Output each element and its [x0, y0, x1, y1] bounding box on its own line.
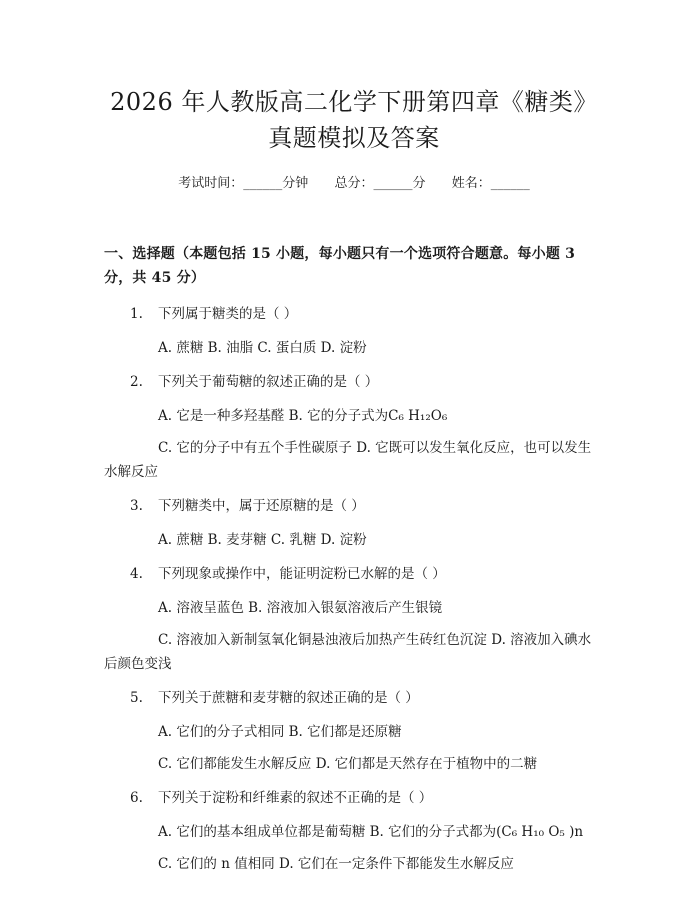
title-line-2: 真题模拟及答案: [268, 124, 440, 152]
exam-time-field: 考试时间：______分钟: [178, 176, 309, 191]
question-options: A. 它是一种多羟基醛 B. 它的分子式为C₆ H₁₂O₆: [158, 408, 448, 424]
question-stem: [104, 788, 604, 808]
question-number: 6.: [130, 790, 143, 806]
question-text: 下列关于葡萄糖的叙述正确的是（ ）: [158, 374, 379, 390]
question-number: 1.: [130, 306, 143, 322]
page-title: [104, 0, 604, 156]
question-options: C. 溶液加入新制氢氧化铜悬浊液后加热产生砖红色沉淀 D. 溶液加入碘水后颜色变浅: [104, 632, 592, 672]
question-number: 3.: [130, 498, 143, 514]
question-options: C. 它们都能发生水解反应 D. 它们都是天然存在于植物中的二糖: [158, 756, 538, 772]
question-stem: [104, 564, 604, 584]
question-stem: [104, 304, 604, 324]
question-text: 下列现象或操作中，能证明淀粉已水解的是（ ）: [158, 566, 446, 582]
question-options: A. 溶液呈蓝色 B. 溶液加入银氨溶液后产生银镜: [158, 600, 443, 616]
question-options: C. 它的分子中有五个手性碳原子 D. 它既可以发生氧化反应，也可以发生水解反应: [104, 440, 592, 480]
question-text: 下列属于糖类的是（ ）: [158, 306, 298, 322]
section-heading: 一、选择题（本题包括 15 小题，每小题只有一个选项符合题意。每小题 3 分，共 45 分）: [104, 246, 576, 286]
question-number: 4.: [130, 566, 143, 582]
question-options: C. 它们的 n 值相同 D. 它们在一定条件下都能发生水解反应: [158, 856, 514, 872]
question-options: A. 蔗糖 B. 麦芽糖 C. 乳糖 D. 淀粉: [158, 532, 367, 548]
question-stem: [104, 496, 604, 516]
question-options: A. 它们的分子式相同 B. 它们都是还原糖: [158, 724, 402, 740]
title-line-1: 2026 年人教版高二化学下册第四章《糖类》: [110, 88, 598, 116]
total-score-field: 总分：______分: [334, 176, 426, 191]
question-text: 下列关于蔗糖和麦芽糖的叙述正确的是（ ）: [158, 690, 419, 706]
question-stem: [104, 372, 604, 392]
question-stem: [104, 688, 604, 708]
question-options: A. 蔗糖 B. 油脂 C. 蛋白质 D. 淀粉: [158, 340, 367, 356]
question-text: 下列关于淀粉和纤维素的叙述不正确的是（ ）: [158, 790, 433, 806]
question-options: A. 它们的基本组成单位都是葡萄糖 B. 它们的分子式都为(C₆ H₁₀ O₅ )n: [158, 824, 584, 840]
student-name-field: 姓名：______: [451, 176, 530, 191]
exam-meta: [104, 174, 604, 194]
question-number: 5.: [130, 690, 143, 706]
question-list: [104, 304, 604, 876]
question-number: 2.: [130, 374, 143, 390]
question-text: 下列糖类中，属于还原糖的是（ ）: [158, 498, 365, 514]
